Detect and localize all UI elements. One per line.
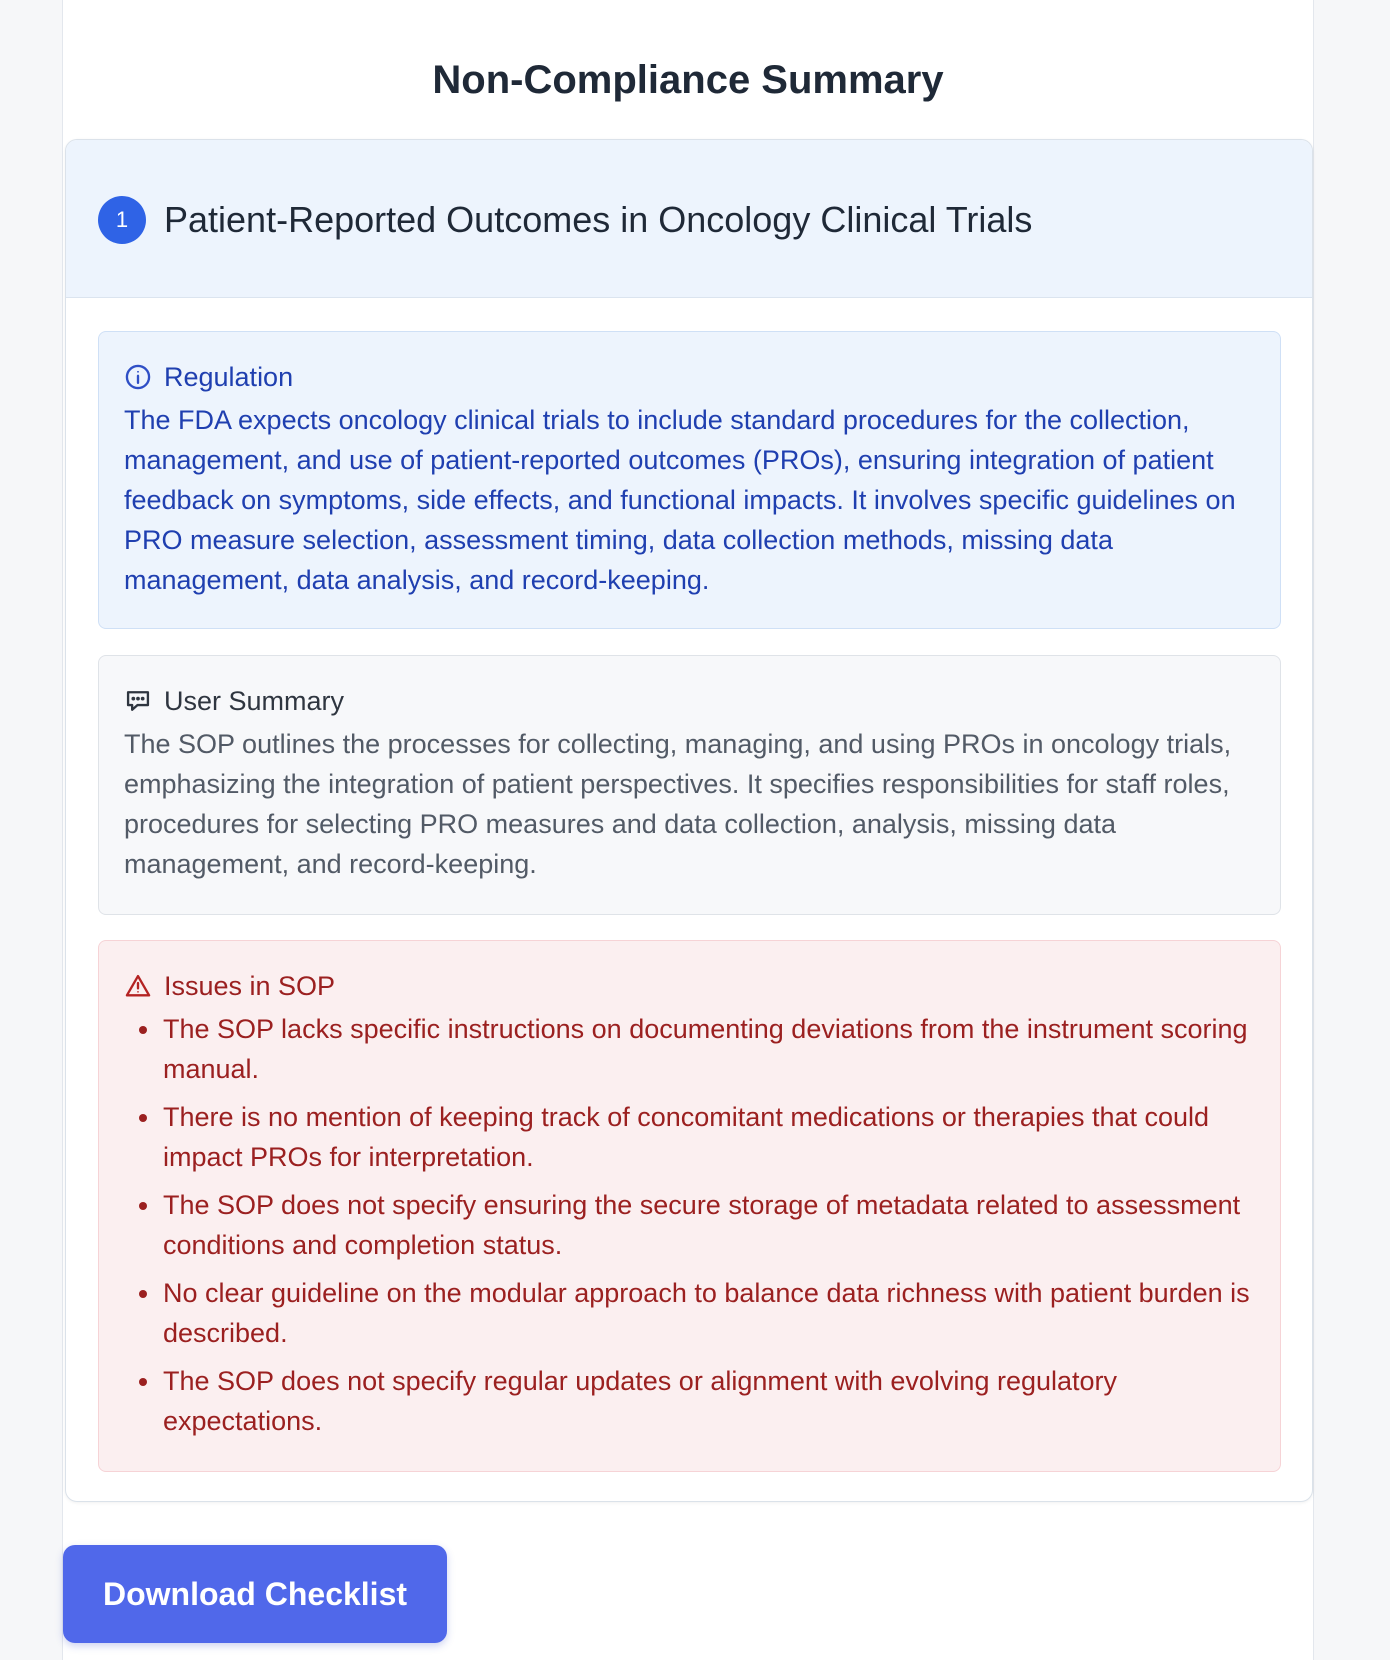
issues-heading (124, 969, 1255, 1003)
regulation-text: The FDA expects oncology clinical trials to include standard procedures for the collection, management, and use of patient-reported outcomes (PROs), ensuring integration of patient feedback on symptoms, side effects, and functional impacts. It involves specific guidelines on PRO measure selection, assessment timing, data collection methods, missing data management, data analysis, and record-keeping. (124, 405, 1236, 595)
warning-icon (124, 972, 152, 1000)
issues-section (98, 940, 1281, 1472)
issue-item: The SOP lacks specific instructions on documenting deviations from the instrument scoring manual. (138, 1009, 1255, 1089)
card-header (66, 140, 1312, 298)
user-summary-section (98, 655, 1281, 915)
issue-item: The SOP does not specify regular updates or alignment with evolving regulatory expectations. (138, 1361, 1255, 1441)
issues-label: Issues in SOP (164, 971, 336, 1001)
regulation-section (98, 331, 1281, 629)
issue-item: There is no mention of keeping track of concomitant medications or therapies that could impact PROs for interpretation. (138, 1097, 1255, 1177)
download-checklist-button[interactable]: Download Checklist (63, 1545, 447, 1643)
noncompliance-card (65, 139, 1313, 1502)
user-summary-label: User Summary (164, 686, 345, 716)
item-number-badge: 1 (98, 196, 146, 244)
issue-item: The SOP does not specify ensuring the secure storage of metadata related to assessment conditions and completion status. (138, 1185, 1255, 1265)
info-icon (124, 363, 152, 391)
user-summary-text: The SOP outlines the processes for collecting, managing, and using PROs in oncology trials, emphasizing the integration of patient perspectives. It specifies responsibilities for staff roles, procedures for selecting PRO measures and data collection, analysis, missing data management, and record-keeping. (124, 729, 1232, 879)
message-icon (124, 687, 152, 715)
regulation-label: Regulation (164, 362, 294, 392)
regulation-heading (124, 360, 1255, 394)
page-title: Non-Compliance Summary (432, 58, 944, 102)
user-summary-heading (124, 684, 1255, 718)
item-title: Patient-Reported Outcomes in Oncology Clinical Trials (164, 199, 1033, 240)
issue-item: No clear guideline on the modular approach to balance data richness with patient burden is described. (138, 1273, 1255, 1353)
issues-list (124, 1009, 1255, 1441)
main-panel (62, 0, 1314, 1660)
